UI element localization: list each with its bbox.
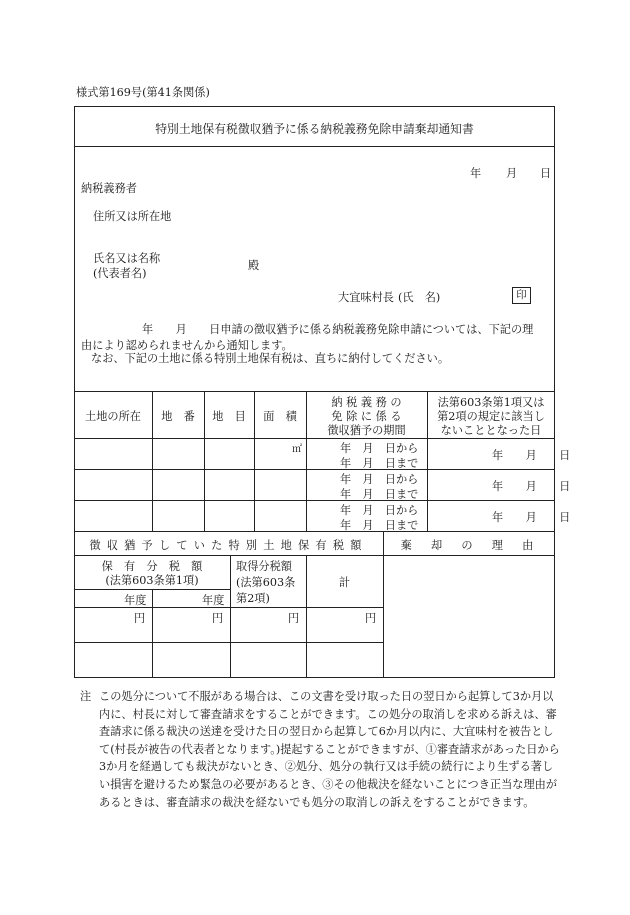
- row2-from: 年 月 日から: [340, 473, 419, 486]
- row3-date: 年 月 日: [492, 511, 571, 524]
- issuer: 大宜味村長: [338, 291, 394, 304]
- row1-to: 年 月 日まで: [340, 457, 419, 470]
- col-period-line2: 免 除 に 係 る: [331, 410, 402, 423]
- row3-to: 年 月 日まで: [340, 519, 419, 532]
- col-location: 土地の所在: [85, 410, 141, 423]
- body-line-2: 由により認められませんから通知します。: [81, 339, 293, 352]
- acq-tax-line3: 第2項): [236, 592, 270, 605]
- address-label: 住所又は所在地: [93, 210, 172, 223]
- representative-label: (代表者名): [93, 267, 147, 280]
- note-text: この処分について不服がある場合は、この文書を受け取った日の翌日から起算して3か月以内に、村長に対して審査請求をすることができます。この処分の取消しを求める訴えは、審査請求に係る裁決の送達を受けた日の翌日から起算して6か月以内に、大宜味村を被告として(村長が被告の代表者となります。)提起することができますが、①審査請求があった日から3か月を経過しても裁決がないとき、②処分、処分の執行又は手続の続行により生ずる著しい損害を避けるため緊急の必要があるとき、③その他裁決を経ないことにつき正当な理由があるときは、審査請求の裁決を経ないでも処分の取消しの訴えをすることができます。: [99, 690, 560, 809]
- note-label: 注: [80, 690, 92, 703]
- col-period-line3: 徴収猶予の期間: [327, 424, 406, 437]
- date-month: 月: [506, 167, 518, 180]
- notice-title: 特別土地保有税徴収猶予に係る納税義務免除申請棄却通知書: [155, 122, 474, 136]
- taxpayer-heading: 納税義務者: [81, 182, 137, 195]
- body-line-3: なお、下記の土地に係る特別土地保有税は、直ちに納付してください。: [91, 352, 450, 365]
- yen-4: 円: [365, 612, 377, 625]
- col-law-line1: 法第603条第1項又は: [437, 396, 545, 409]
- row3-from: 年 月 日から: [340, 504, 419, 517]
- col-area: 面 積: [263, 410, 297, 423]
- yen-2: 円: [212, 612, 224, 625]
- holding-tax-line1: 保 有 分 税 額: [101, 560, 203, 573]
- col-law-line3: ないこととなった日: [440, 424, 542, 437]
- seal-mark: 印: [512, 287, 531, 304]
- col-category: 地 目: [212, 410, 246, 423]
- body-line-1: 年 月 日申請の徴収猶予に係る納税義務免除申請については、下記の理: [142, 323, 534, 336]
- fiscal-year-1: 年度: [124, 594, 147, 607]
- col-period-line1: 納 税 義 務 の: [331, 396, 402, 409]
- row1-date: 年 月 日: [492, 449, 571, 462]
- col-lot: 地 番: [161, 410, 195, 423]
- date-year: 年: [470, 167, 482, 180]
- tax-heading: 徴収猶予していた特別土地保有税額: [89, 539, 368, 552]
- issuer-name: (氏 名): [398, 291, 441, 304]
- name-label: 氏名又は名称: [93, 252, 161, 265]
- row1-from: 年 月 日から: [340, 442, 419, 455]
- reason-heading: 棄 却 の 理 由: [400, 539, 538, 552]
- acq-tax-line1: 取得分税額: [236, 560, 292, 573]
- area-unit: ㎡: [292, 444, 302, 455]
- holding-tax-line2: (法第603条第1項): [105, 574, 199, 587]
- honorific: 殿: [248, 259, 260, 272]
- notice-note: [80, 688, 560, 811]
- total-label: 計: [338, 576, 351, 589]
- row2-date: 年 月 日: [492, 480, 571, 493]
- form-label: 様式第169号(第41条関係): [76, 86, 210, 99]
- acq-tax-line2: (法第603条: [236, 576, 296, 589]
- yen-3: 円: [288, 612, 300, 625]
- yen-1: 円: [134, 612, 146, 625]
- date-day: 日: [540, 167, 552, 180]
- fiscal-year-2: 年度: [202, 594, 225, 607]
- col-law-line2: 第2項の規定に該当し: [437, 410, 545, 423]
- row2-to: 年 月 日まで: [340, 488, 419, 501]
